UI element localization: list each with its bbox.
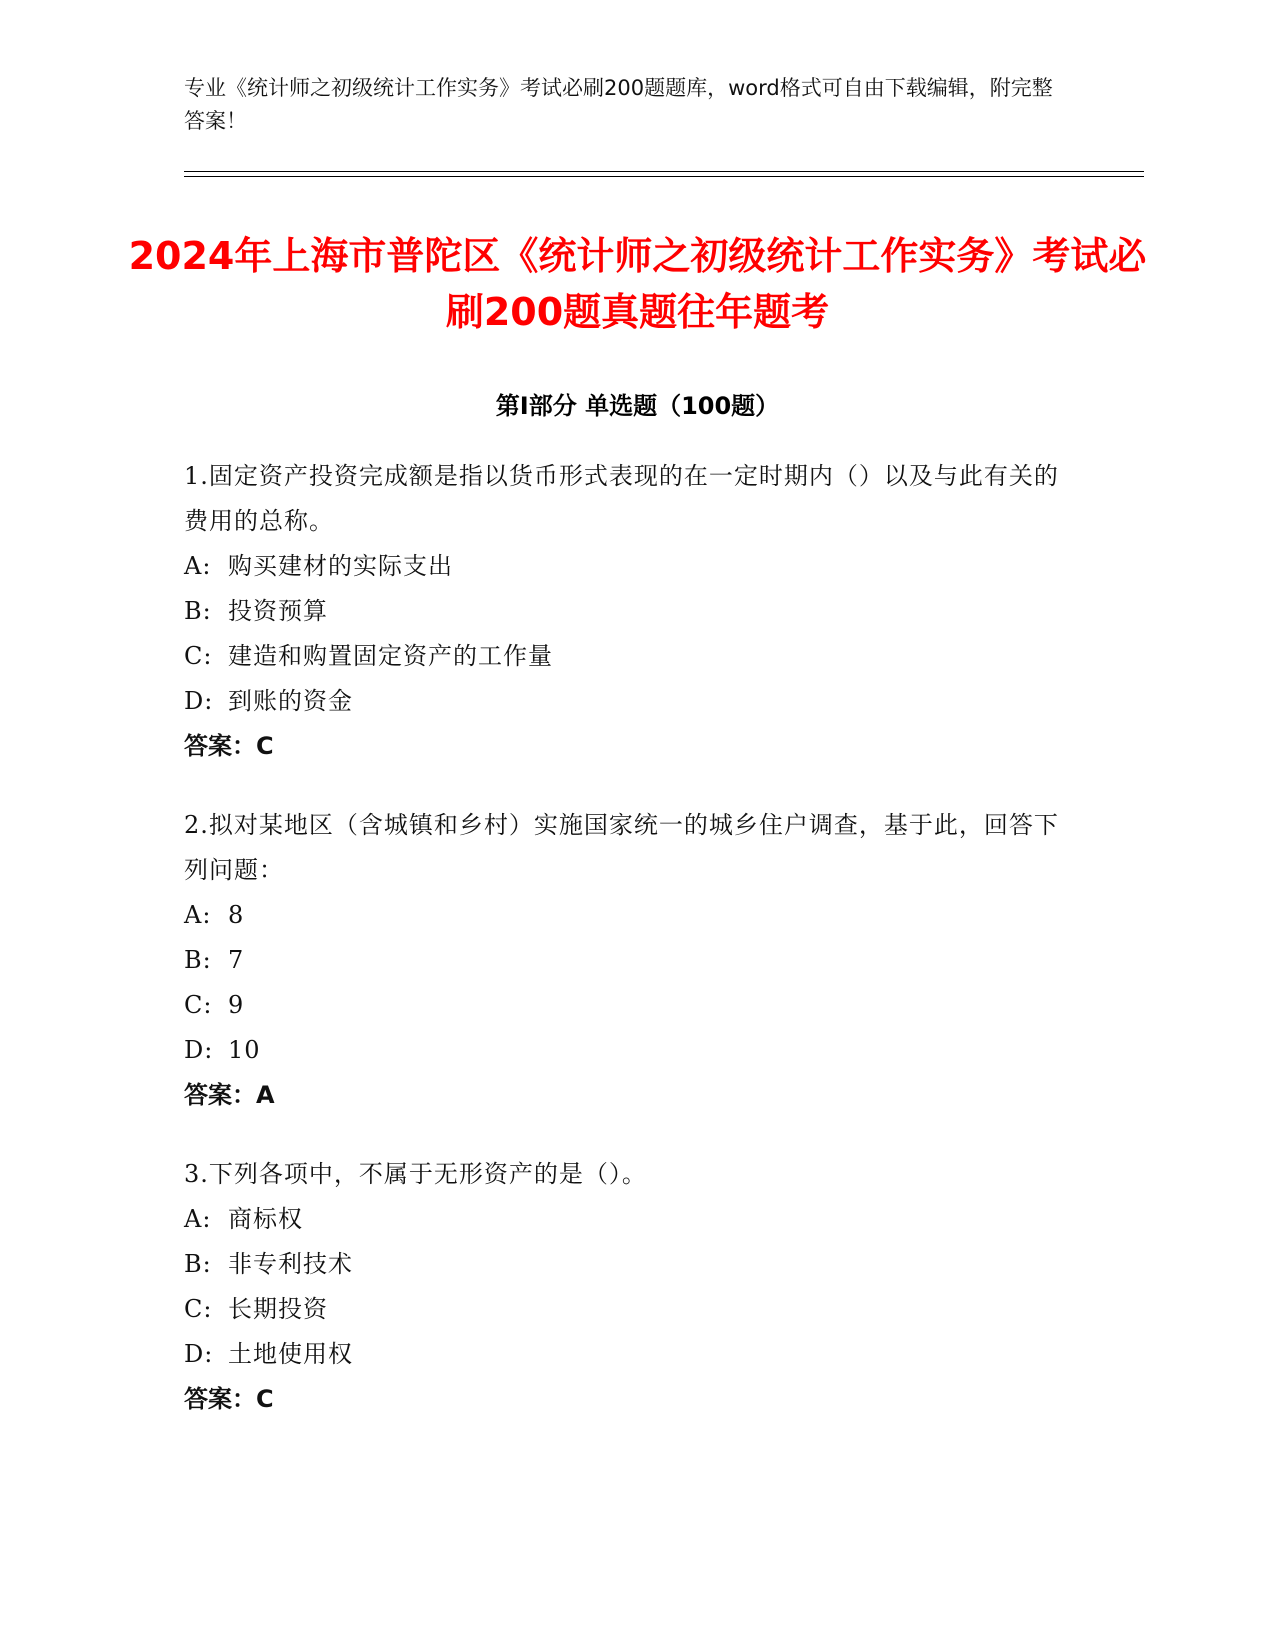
option-key: B: bbox=[184, 946, 212, 974]
option-key: C: bbox=[184, 642, 213, 670]
option-c bbox=[184, 634, 1064, 679]
option-key: D: bbox=[184, 1340, 214, 1368]
option-text: 长期投资 bbox=[228, 1295, 328, 1323]
option-text: 投资预算 bbox=[228, 597, 328, 625]
option-key: B: bbox=[184, 597, 212, 625]
option-text: 10 bbox=[228, 1036, 261, 1064]
option-text: 建造和购置固定资产的工作量 bbox=[228, 642, 553, 670]
option-b bbox=[184, 938, 1064, 983]
option-text: 土地使用权 bbox=[228, 1340, 353, 1368]
option-key: A: bbox=[184, 552, 212, 580]
option-key: D: bbox=[184, 687, 214, 715]
option-b bbox=[184, 1242, 1064, 1287]
option-text: 商标权 bbox=[228, 1205, 303, 1233]
question-3 bbox=[184, 1152, 1064, 1422]
header-divider-top bbox=[184, 171, 1144, 172]
option-key: C: bbox=[184, 991, 213, 1019]
header-divider-bottom bbox=[184, 176, 1144, 177]
question-1 bbox=[184, 454, 1064, 769]
option-d bbox=[184, 1332, 1064, 1377]
option-b bbox=[184, 589, 1064, 634]
option-key: C: bbox=[184, 1295, 213, 1323]
option-text: 到账的资金 bbox=[228, 687, 353, 715]
section-heading: 第I部分 单选题（100题） bbox=[495, 392, 780, 420]
option-text: 7 bbox=[228, 946, 245, 974]
question-stem: 3.下列各项中，不属于无形资产的是（）。 bbox=[184, 1160, 647, 1188]
question-2 bbox=[184, 803, 1064, 1118]
question-stem: 2.拟对某地区（含城镇和乡村）实施国家统一的城乡住户调查，基于此，回答下列问题： bbox=[184, 811, 1059, 884]
answer: 答案：C bbox=[184, 1385, 274, 1413]
option-key: A: bbox=[184, 901, 212, 929]
option-text: 购买建材的实际支出 bbox=[228, 552, 453, 580]
document-title: 2024年上海市普陀区《统计师之初级统计工作实务》考试必刷200题真题往年题考 bbox=[128, 234, 1147, 334]
answer: 答案：A bbox=[184, 1081, 275, 1109]
option-text: 9 bbox=[228, 991, 245, 1019]
option-d bbox=[184, 679, 1064, 724]
option-key: B: bbox=[184, 1250, 212, 1278]
option-key: A: bbox=[184, 1205, 212, 1233]
option-key: D: bbox=[184, 1036, 214, 1064]
option-c bbox=[184, 983, 1064, 1028]
option-text: 非专利技术 bbox=[228, 1250, 353, 1278]
option-d bbox=[184, 1028, 1064, 1073]
option-text: 8 bbox=[228, 901, 245, 929]
option-a bbox=[184, 544, 1064, 589]
option-a bbox=[184, 893, 1064, 938]
question-stem: 1.固定资产投资完成额是指以货币形式表现的在一定时期内（）以及与此有关的费用的总称。 bbox=[184, 462, 1059, 535]
option-a bbox=[184, 1197, 1064, 1242]
option-c bbox=[184, 1287, 1064, 1332]
answer: 答案：C bbox=[184, 732, 274, 760]
header-intro: 专业《统计师之初级统计工作实务》考试必刷200题题库，word格式可自由下载编辑，附完整答案！ bbox=[184, 76, 1053, 133]
